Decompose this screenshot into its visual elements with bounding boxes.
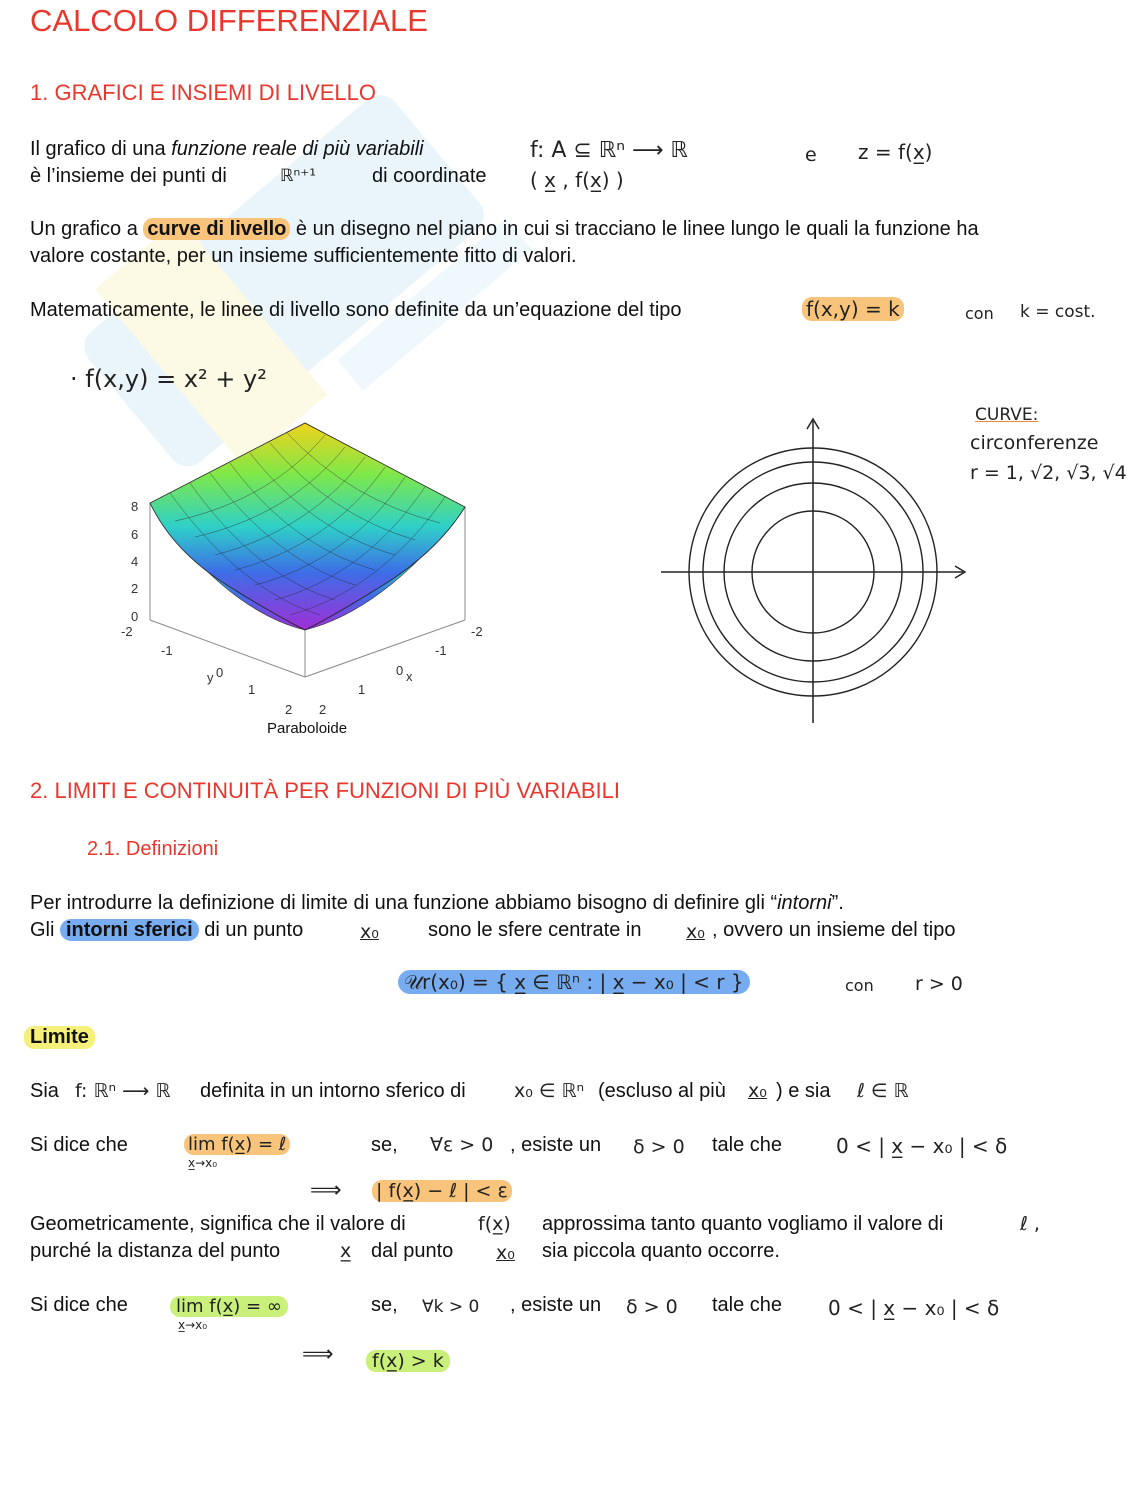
text-sia: Sia xyxy=(30,1080,59,1102)
hw-condition-2: 0 < | x̲ − x₀ | < δ xyxy=(828,1296,1000,1320)
y-tick: 2 xyxy=(285,702,293,717)
hw-function-map: f: A ⊆ ℝⁿ ⟶ ℝ xyxy=(530,138,688,163)
text: di un punto xyxy=(198,919,304,941)
plot-caption: Paraboloide xyxy=(267,720,348,737)
text-geometricamente: Geometricamente, significa che il valore di xyxy=(30,1213,406,1235)
hw-x0: x₀ xyxy=(360,921,379,943)
x-tick: 2 xyxy=(319,702,327,717)
hw-con: con xyxy=(845,976,874,995)
hw-limit-infinite: lim f(x̲) = ∞ xyxy=(170,1296,288,1317)
italic-term: intorni xyxy=(777,892,832,914)
hw-z-eq: z = f(x̲) xyxy=(858,140,933,164)
text-approssima: approssima tanto quanto vogliamo il valore di xyxy=(542,1213,944,1235)
y-tick: 1 xyxy=(248,682,256,697)
paragraph-intorni-intro xyxy=(30,892,844,915)
text: è un disegno nel piano in cui si tracciano le linee lungo le quali la funzione ha xyxy=(290,218,979,240)
hw-rn1: ℝⁿ⁺¹ xyxy=(280,166,317,186)
hw-sia-l: ℓ ∈ ℝ xyxy=(857,1080,909,1102)
text: Un grafico a xyxy=(30,218,144,240)
hw-curve-title: CURVE: xyxy=(975,405,1039,425)
hw-sia-x0: x₀ ∈ ℝⁿ xyxy=(514,1080,585,1102)
text: ”. xyxy=(831,892,844,914)
text-tale-che-2: tale che xyxy=(712,1294,783,1316)
hw-implies-arrow: ⟹ xyxy=(310,1178,342,1203)
paragraph-graph-def-line2b: di coordinate xyxy=(372,165,487,187)
level-curves-diagram xyxy=(655,415,975,730)
hw-x0c: x₀ xyxy=(496,1242,515,1264)
z-tick: 2 xyxy=(131,581,139,596)
text-definita: definita in un intorno sferico di xyxy=(200,1080,466,1102)
hw-condition: 0 < | x̲ − x₀ | < δ xyxy=(836,1134,1008,1158)
hw-fx: f(x̲) xyxy=(478,1213,511,1235)
paragraph-level-equation: Matematicamente, le linee di livello sono definite da un’equazione del tipo xyxy=(30,299,682,321)
y-tick: -2 xyxy=(121,624,133,639)
subsection-2-1-heading: 2.1. Definizioni xyxy=(87,838,219,860)
text: Gli xyxy=(30,919,60,941)
z-tick: 0 xyxy=(131,609,139,624)
text-esiste-un-2: , esiste un xyxy=(510,1294,602,1316)
hw-result-epsilon: | f(x̲) − ℓ | < ε xyxy=(372,1180,512,1202)
hw-curve-radii: r = 1, √2, √3, √4 xyxy=(970,462,1127,484)
x-label: x xyxy=(406,669,413,684)
limite-label: Limite xyxy=(24,1026,95,1049)
text-tale-che: tale che xyxy=(712,1134,783,1156)
text-esiste-un: , esiste un xyxy=(510,1134,602,1156)
paragraph-graph-def-line1 xyxy=(30,138,424,161)
hw-limit-sub-2: x̲→x₀ xyxy=(178,1318,208,1332)
hw-r-positive: r > 0 xyxy=(915,973,963,995)
y-label: y xyxy=(207,670,214,685)
hw-example-function: · f(x,y) = x² + y² xyxy=(70,365,267,393)
hw-con: con xyxy=(965,304,994,323)
hw-delta-2: δ > 0 xyxy=(626,1296,678,1318)
text: Per introdurre la definizione di limite di una funzione abbiamo bisogno di definire gli “ xyxy=(30,892,778,914)
text-se: se, xyxy=(371,1134,398,1156)
page-title: CALCOLO DIFFERENZIALE xyxy=(30,3,428,38)
z-tick: 6 xyxy=(131,527,139,542)
text-sia-piccola: sia piccola quanto occorre. xyxy=(542,1240,780,1262)
text-dal-punto: dal punto xyxy=(371,1240,454,1262)
highlight-intorni-sferici: intorni sferici xyxy=(60,919,199,941)
hw-sia-map: f: ℝⁿ ⟶ ℝ xyxy=(75,1080,171,1102)
z-tick: 4 xyxy=(131,554,139,569)
text-ovvero: , ovvero un insieme del tipo xyxy=(712,919,956,941)
x-tick: 1 xyxy=(358,682,366,697)
paragraph-graph-def-line2a: è l’insieme dei punti di xyxy=(30,165,227,187)
hw-e: e xyxy=(805,144,817,166)
hw-coordinates: ( x̲ , f(x̲) ) xyxy=(530,168,624,192)
x-tick: -2 xyxy=(471,624,483,639)
hw-implies-arrow-2: ⟹ xyxy=(302,1342,334,1367)
highlight-curve-di-livello: curve di livello xyxy=(143,218,290,240)
hw-result-k: f(x̲) > k xyxy=(366,1350,450,1372)
z-tick: 8 xyxy=(131,499,139,514)
section-1-heading: 1. GRAFICI E INSIEMI DI LIVELLO xyxy=(30,80,376,105)
text-escluso: (escluso al più xyxy=(598,1080,726,1102)
x-tick: -1 xyxy=(435,643,447,658)
hw-delta: δ > 0 xyxy=(633,1136,685,1158)
y-tick: 0 xyxy=(216,665,224,680)
paragraph-intorni-sferici xyxy=(30,919,303,942)
hw-curve-desc: circonferenze xyxy=(970,432,1099,454)
hw-limit-finite: lim f(x̲) = ℓ xyxy=(184,1134,290,1155)
paraboloid-plot xyxy=(115,415,515,725)
hw-sia-x0b: x₀ xyxy=(748,1080,767,1102)
box-edge xyxy=(150,620,305,677)
hw-level-equation: f(x,y) = k xyxy=(802,297,904,321)
hw-k-const: k = cost. xyxy=(1020,302,1096,322)
hw-spherical-neighborhood: 𝒰r(x₀) = { x̲ ∈ ℝⁿ : | x̲ − x₀ | < r } xyxy=(398,970,750,994)
hw-forall-k: ∀k > 0 xyxy=(422,1297,480,1317)
text-sfere-centrate: sono le sfere centrate in xyxy=(428,919,642,941)
text-e-sia: ) e sia xyxy=(776,1080,831,1102)
hw-limit-sub: x̲→x₀ xyxy=(188,1156,218,1170)
text-si-dice-che-2: Si dice che xyxy=(30,1294,128,1316)
hw-l: ℓ , xyxy=(1020,1213,1040,1235)
x-tick: 0 xyxy=(396,663,404,678)
text: Il grafico di una xyxy=(30,138,172,160)
section-2-heading: 2. LIMITI E CONTINUITÀ PER FUNZIONI DI PIÙ VARIABILI xyxy=(30,778,621,803)
text-si-dice-che: Si dice che xyxy=(30,1134,128,1156)
paragraph-level-curves-line1 xyxy=(30,218,979,241)
text-se-2: se, xyxy=(371,1294,398,1316)
paragraph-level-curves-line2: valore costante, per un insieme sufficientemente fitto di valori. xyxy=(30,245,577,267)
hw-x0: x₀ xyxy=(686,921,705,943)
hw-x: x̲ xyxy=(340,1240,352,1262)
y-tick: -1 xyxy=(161,643,173,658)
italic-term: funzione reale di più variabili xyxy=(171,138,424,160)
text-purche: purché la distanza del punto xyxy=(30,1240,281,1262)
paraboloid-surface xyxy=(150,423,465,630)
hw-forall-eps: ∀ε > 0 xyxy=(430,1134,494,1156)
